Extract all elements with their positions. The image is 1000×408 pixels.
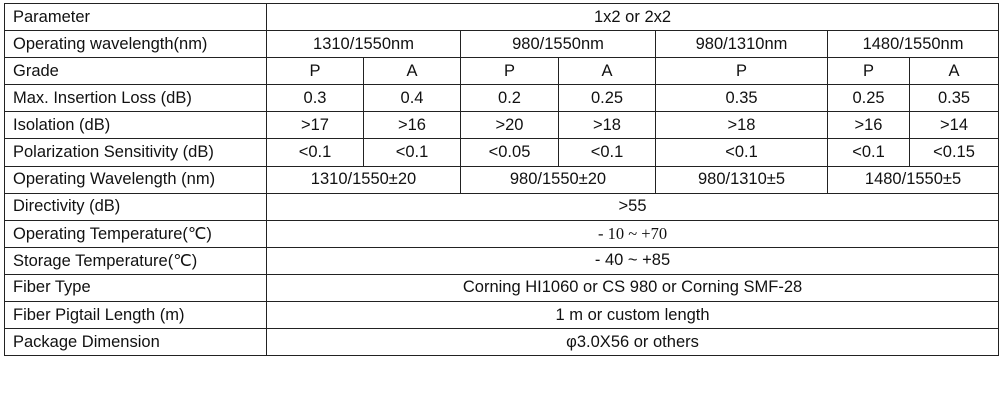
row-directivity <box>5 193 999 220</box>
row-operating-temperature <box>5 220 999 247</box>
row-label: Operating Wavelength (nm) <box>5 166 267 193</box>
cell: <0.1 <box>828 139 910 166</box>
cell: <0.1 <box>267 139 364 166</box>
cell: <0.1 <box>364 139 461 166</box>
cell: 980/1550±20 <box>461 166 656 193</box>
cell: >16 <box>828 112 910 139</box>
row-label: Operating Temperature(℃) <box>5 220 267 247</box>
row-package-dimension <box>5 329 999 356</box>
cell: 0.3 <box>267 85 364 112</box>
cell: >18 <box>559 112 656 139</box>
cell: <0.05 <box>461 139 559 166</box>
cell: 0.4 <box>364 85 461 112</box>
row-fiber-type <box>5 274 999 301</box>
row-label: Fiber Pigtail Length (m) <box>5 302 267 329</box>
row-label: Grade <box>5 58 267 85</box>
row-operating-wavelength <box>5 31 999 58</box>
row-label: Fiber Type <box>5 274 267 301</box>
row-label: Polarization Sensitivity (dB) <box>5 139 267 166</box>
row-fiber-pigtail-length <box>5 302 999 329</box>
row-label: Max. Insertion Loss (dB) <box>5 85 267 112</box>
row-max-insertion-loss <box>5 85 999 112</box>
row-label: Parameter <box>5 4 267 31</box>
cell: >14 <box>910 112 999 139</box>
cell: 0.35 <box>656 85 828 112</box>
cell: P <box>656 58 828 85</box>
cell: Corning HI1060 or CS 980 or Corning SMF-28 <box>267 274 999 301</box>
cell: <0.1 <box>559 139 656 166</box>
cell: 980/1310nm <box>656 31 828 58</box>
cell: 1x2 or 2x2 <box>267 4 999 31</box>
cell: 0.25 <box>828 85 910 112</box>
cell: >17 <box>267 112 364 139</box>
row-label: Isolation (dB) <box>5 112 267 139</box>
cell: A <box>364 58 461 85</box>
cell: >55 <box>267 193 999 220</box>
cell: 1480/1550±5 <box>828 166 999 193</box>
cell: - 10 ~ +70 <box>267 220 999 247</box>
cell: 980/1550nm <box>461 31 656 58</box>
row-label: Operating wavelength(nm) <box>5 31 267 58</box>
row-label: Storage Temperature(℃) <box>5 247 267 274</box>
cell: >20 <box>461 112 559 139</box>
cell: >18 <box>656 112 828 139</box>
cell: A <box>910 58 999 85</box>
row-parameter <box>5 4 999 31</box>
row-label: Package Dimension <box>5 329 267 356</box>
row-isolation <box>5 112 999 139</box>
cell: - 40 ~ +85 <box>267 247 999 274</box>
cell: 0.25 <box>559 85 656 112</box>
cell: >16 <box>364 112 461 139</box>
spec-table <box>4 3 999 356</box>
cell: 1480/1550nm <box>828 31 999 58</box>
cell: 980/1310±5 <box>656 166 828 193</box>
cell: <0.15 <box>910 139 999 166</box>
cell: 0.35 <box>910 85 999 112</box>
row-grade <box>5 58 999 85</box>
cell: 1310/1550±20 <box>267 166 461 193</box>
cell: P <box>461 58 559 85</box>
row-operating-wavelength-tolerance <box>5 166 999 193</box>
cell: φ3.0X56 or others <box>267 329 999 356</box>
row-polarization-sensitivity <box>5 139 999 166</box>
cell: P <box>828 58 910 85</box>
cell: P <box>267 58 364 85</box>
cell: <0.1 <box>656 139 828 166</box>
cell: 0.2 <box>461 85 559 112</box>
row-storage-temperature <box>5 247 999 274</box>
row-label: Directivity (dB) <box>5 193 267 220</box>
cell: 1310/1550nm <box>267 31 461 58</box>
cell: A <box>559 58 656 85</box>
cell: 1 m or custom length <box>267 302 999 329</box>
